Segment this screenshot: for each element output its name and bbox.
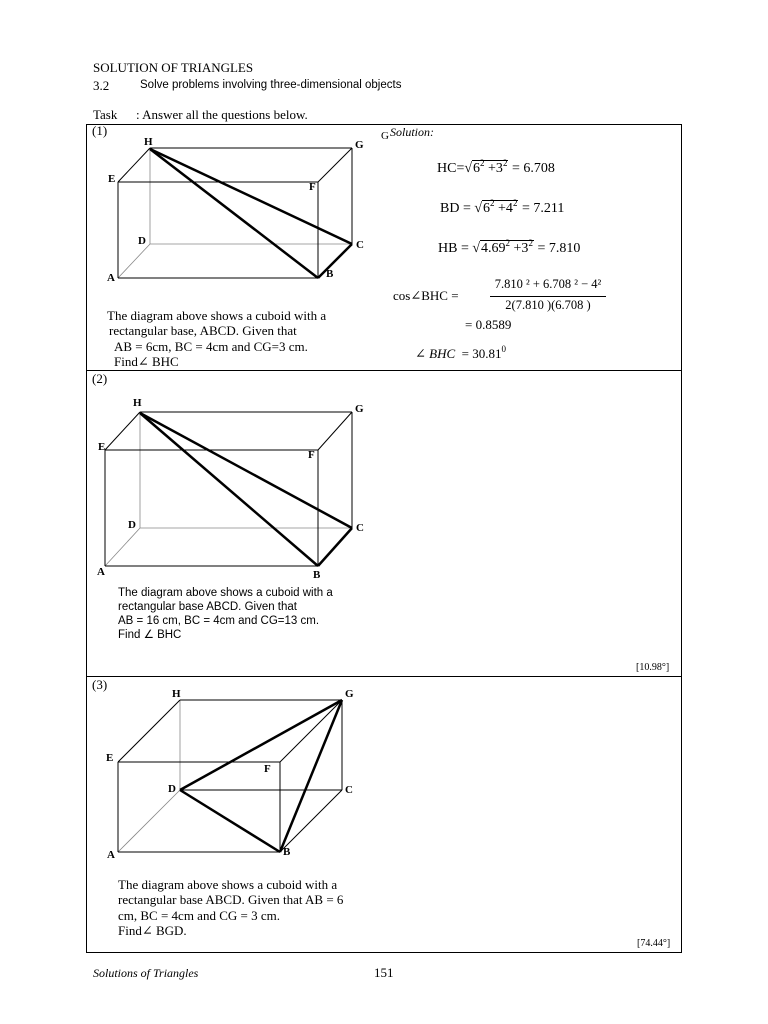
q3-text-line-3: cm, BC = 4cm and CG = 3 cm. <box>118 908 280 923</box>
question-3-number: (3) <box>92 677 108 692</box>
q3-line-DB <box>180 790 280 852</box>
q3-text-line-2: rectangular base ABCD. Given that AB = 6 <box>118 892 344 907</box>
q2-vertex-F: F <box>308 449 315 461</box>
section-number: 3.2 <box>93 78 110 93</box>
q1-solution-hc: $HC=√6^2 +3^2 = 6.708$ <box>437 158 555 176</box>
q2-edge-EH <box>105 412 140 450</box>
q1-solution-label: Solution: <box>390 125 434 139</box>
task-text: : Answer all the questions below. <box>136 107 308 122</box>
q1-vertex-H: H <box>144 136 153 148</box>
q1-solution-cos-value: = 0.8589 <box>465 317 512 332</box>
q3-edge-FG <box>280 700 342 762</box>
q1-vertex-B: B <box>326 268 334 280</box>
q2-text-line-3: AB = 16 cm, BC = 4cm and CG=13 cm. <box>118 615 320 627</box>
q1-solution-angle: ∠ BHC = $30.81^0$ <box>415 344 506 361</box>
footer-title: Solutions of Triangles <box>93 966 199 980</box>
q1-vertex-C: C <box>356 239 364 251</box>
q1-solution-fraction-bar <box>490 296 606 297</box>
q1-vertex-A: A <box>107 272 115 284</box>
q1-edge-AD <box>118 244 150 278</box>
q3-edge-EH <box>118 700 180 762</box>
q3-vertex-C: C <box>345 784 353 796</box>
q1-solution-hb: HB = $√4.69^2 +3^2 = 7.810$ <box>438 238 581 256</box>
q3-vertex-F: F <box>264 763 271 775</box>
q3-text-line-4: Find∠ BGD. <box>118 923 187 938</box>
q3-vertex-D: D <box>168 783 176 795</box>
q3-vertex-G: G <box>345 688 354 700</box>
q3-edge-AD <box>118 790 180 852</box>
q1-text-line-1: The diagram above shows a cuboid with a <box>107 308 327 323</box>
q1-line-BC <box>318 244 352 278</box>
page-number: 151 <box>374 965 394 980</box>
q2-edge-FG <box>318 412 352 450</box>
q2-vertex-C: C <box>356 522 364 534</box>
q2-line-BC <box>318 528 352 566</box>
q3-vertex-A: A <box>107 849 115 861</box>
q1-vertex-F: F <box>309 181 316 193</box>
q2-vertex-H: H <box>133 397 142 409</box>
q1-solution-cos-denominator: 2(7.810 )(6.708 ) <box>505 298 591 312</box>
q1-edge-FG <box>318 148 352 182</box>
q2-edge-AD <box>105 528 140 566</box>
q1-solution-cos-lhs: cos∠BHC = <box>393 288 459 303</box>
q1-text-line-3: AB = 6cm, BC = 4cm and CG=3 cm. <box>114 339 308 354</box>
q2-answer: [10.98°] <box>636 662 670 673</box>
q2-vertex-G: G <box>355 403 364 415</box>
q1-vertex-E: E <box>108 173 116 185</box>
q2-text-line-1: The diagram above shows a cuboid with a <box>118 587 333 599</box>
q1-solution-cos-numerator: 7.810 ² + 6.708 ² − 4² <box>494 277 602 291</box>
q3-text-line-1: The diagram above shows a cuboid with a <box>118 877 338 892</box>
q1-vertex-G: G <box>355 139 364 151</box>
q1-line-HB <box>150 149 318 278</box>
q1-solution-bd: BD = $√6^2 +4^2 = 7.211$ <box>440 198 565 216</box>
q1-text-line-2: rectangular base, ABCD. Given that <box>109 323 297 338</box>
q3-edge-BC <box>280 790 342 852</box>
question-1-number: (1) <box>92 123 108 138</box>
q1-text-line-4: Find∠ BHC <box>114 354 179 369</box>
q3-line-DG <box>180 700 342 790</box>
q3-vertex-B: B <box>283 846 291 858</box>
q1-edge-EH <box>118 148 150 182</box>
q2-vertex-A: A <box>97 566 105 578</box>
q3-line-BG <box>280 700 342 852</box>
q1-solution-stray-g: G <box>381 130 389 142</box>
q1-vertex-D: D <box>138 235 146 247</box>
q3-vertex-H: H <box>172 688 181 700</box>
q2-text-line-2: rectangular base ABCD. Given that <box>118 601 297 613</box>
q2-vertex-E: E <box>98 441 106 453</box>
q2-line-HB <box>140 413 318 566</box>
q2-text-line-4: Find ∠ BHC <box>118 629 182 641</box>
q2-vertex-B: B <box>313 569 321 581</box>
task-label: Task <box>93 107 118 122</box>
question-2-number: (2) <box>92 371 108 386</box>
q2-vertex-D: D <box>128 519 136 531</box>
q2-line-HC <box>140 413 352 528</box>
q3-vertex-E: E <box>106 752 114 764</box>
q3-answer: [74.44°] <box>637 938 671 949</box>
worksheet-title: SOLUTION OF TRIANGLES <box>93 60 254 75</box>
q1-line-HC <box>150 149 352 244</box>
section-title: Solve problems involving three-dimensional objects <box>140 79 402 91</box>
